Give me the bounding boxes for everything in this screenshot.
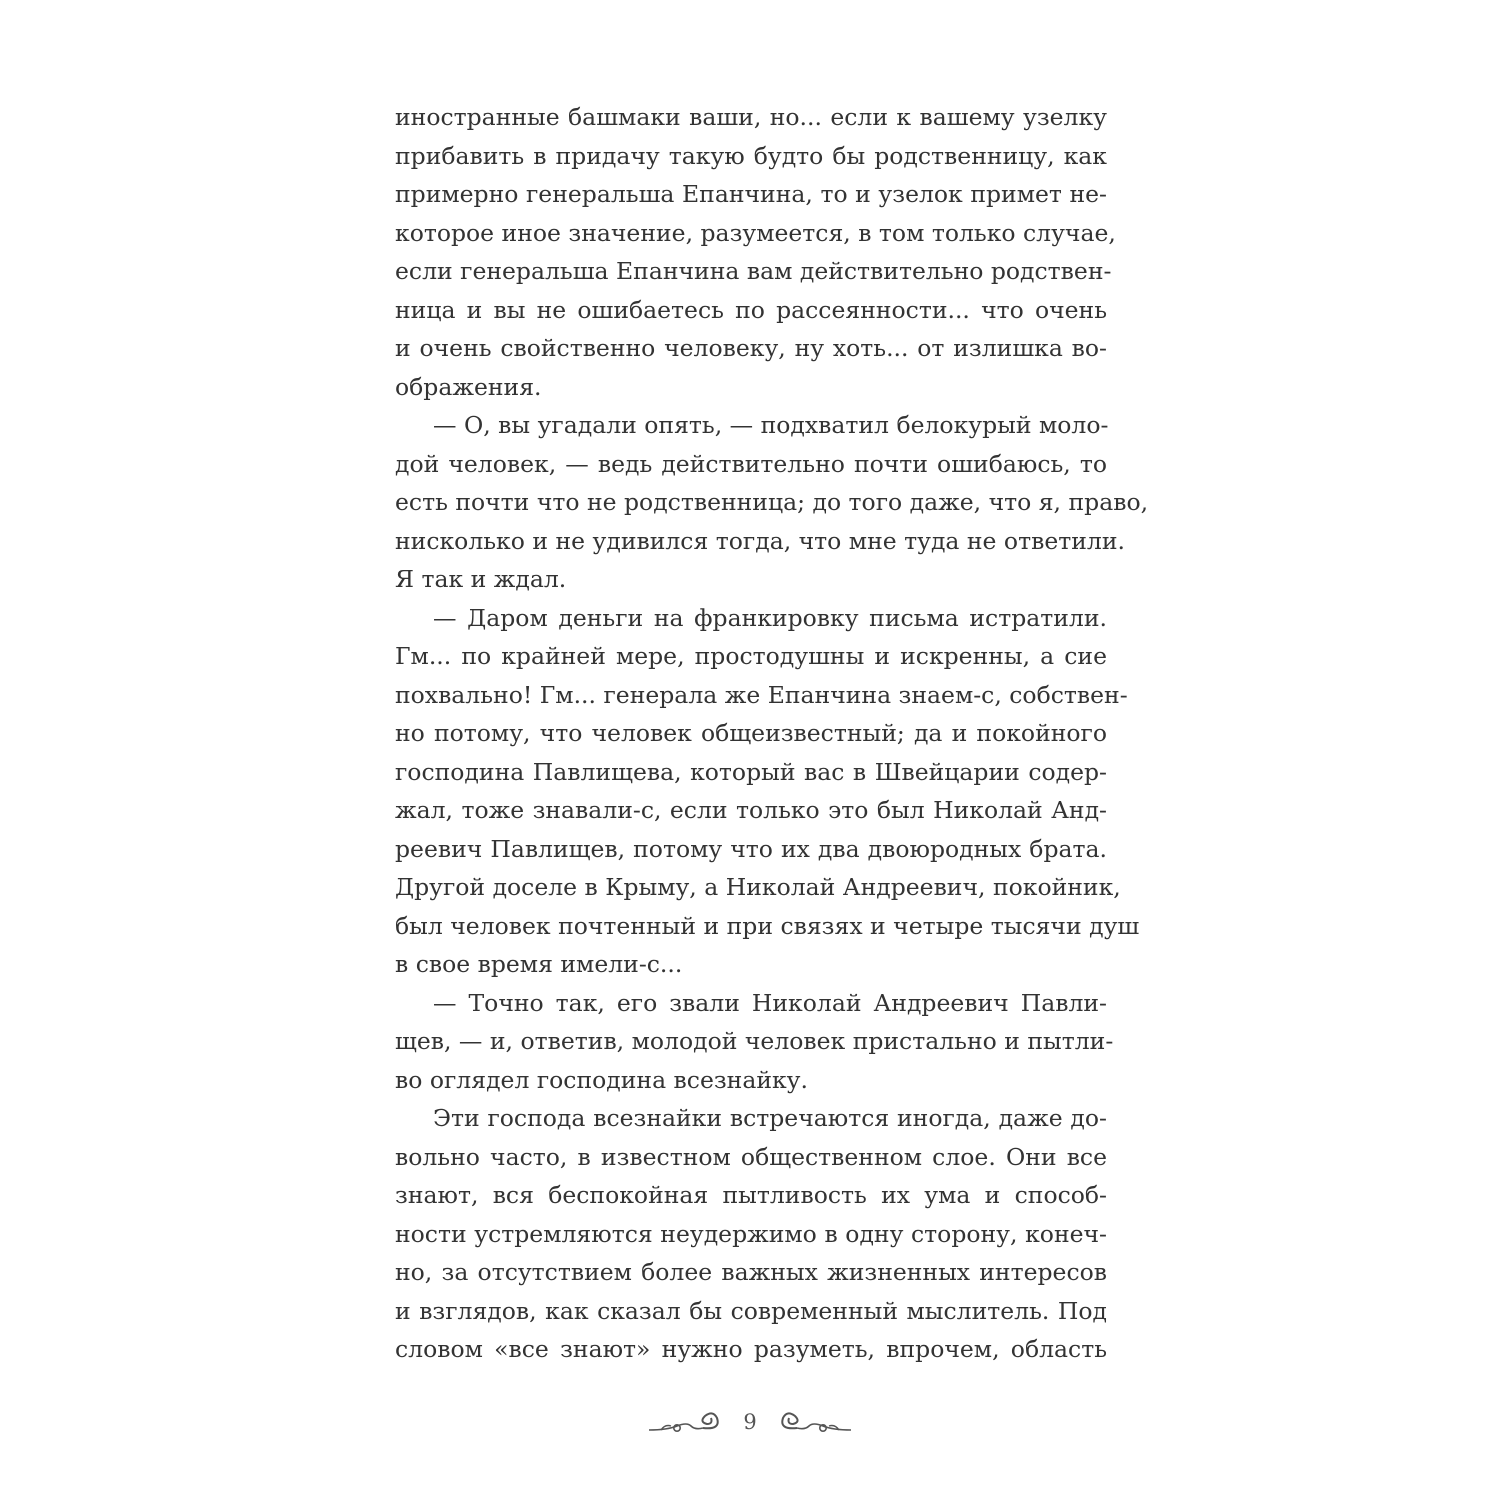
text-line: прибавить в придачу такую будто бы родственницу, как bbox=[395, 141, 1107, 170]
text-line: и взглядов, как сказал бы современный мыслитель. Под bbox=[395, 1296, 1107, 1325]
text-line: но, за отсутствием более важных жизненных интересов bbox=[395, 1258, 1107, 1286]
text-line: господина Павлищева, который вас в Швейцарии содер- bbox=[395, 757, 1107, 786]
text-line: если генеральша Епанчина вам действительно родствен- bbox=[395, 257, 1112, 285]
text-line: дой человек, — ведь действительно почти ошибаюсь, то bbox=[395, 449, 1107, 478]
page-text bbox=[395, 98, 1149, 1369]
text-line: в свое время имели-с... bbox=[395, 950, 683, 978]
text-line: Другой доселе в Крыму, а Николай Андреевич, покойник, bbox=[395, 873, 1121, 901]
text-line: был человек почтенный и при связях и четыре тысячи душ bbox=[395, 911, 1140, 940]
text-line: ности устремляются неудержимо в одну сторону, конеч- bbox=[395, 1219, 1107, 1248]
text-line: ница и вы не ошибаетесь по рассеянности... что очень bbox=[395, 295, 1107, 324]
text-line: — О, вы угадали опять, — подхватил белокурый моло- bbox=[433, 411, 1109, 439]
page-footer bbox=[0, 1400, 1500, 1444]
text-line: Гм... по крайней мере, простодушны и искренны, а сие bbox=[395, 642, 1107, 670]
text-line: знают, вся беспокойная пытливость их ума и способ- bbox=[395, 1181, 1107, 1209]
text-line: иностранные башмаки ваши, но... если к вашему узелку bbox=[395, 103, 1107, 131]
text-line: примерно генеральша Епанчина, то и узелок примет не- bbox=[395, 180, 1107, 208]
text-line: и очень свойственно человеку, ну хоть... от излишка во- bbox=[395, 334, 1107, 362]
text-line: словом «все знают» нужно разуметь, впрочем, область bbox=[395, 1335, 1107, 1363]
right-ornament-icon bbox=[773, 1406, 853, 1438]
text-line: нисколько и не удивился тогда, что мне туда не ответили. bbox=[395, 526, 1125, 555]
left-ornament-icon bbox=[647, 1406, 727, 1438]
text-line: — Точно так, его звали Николай Андреевич Павли- bbox=[433, 988, 1107, 1017]
text-line: но потому, что человек общеизвестный; да и покойного bbox=[395, 719, 1107, 747]
text-line: щев, — и, ответив, молодой человек пристально и пытли- bbox=[395, 1027, 1114, 1055]
text-line: реевич Павлищев, потому что их два двоюродных брата. bbox=[395, 834, 1107, 863]
text-line: есть почти что не родственница; до того даже, что я, право, bbox=[395, 488, 1149, 516]
text-line: жал, тоже знавали-с, если только это был Николай Анд- bbox=[395, 796, 1107, 824]
text-line: ображения. bbox=[395, 372, 542, 401]
page-number: 9 bbox=[743, 1410, 757, 1434]
text-line: похвально! Гм... генерала же Епанчина знаем-с, собствен- bbox=[395, 680, 1128, 709]
text-line: Эти господа всезнайки встречаются иногда, даже до- bbox=[433, 1104, 1107, 1132]
text-line: вольно часто, в известном общественном слое. Они все bbox=[395, 1142, 1107, 1171]
text-line: во оглядел господина всезнайку. bbox=[395, 1065, 808, 1094]
text-line: Я так и ждал. bbox=[395, 565, 567, 593]
text-line: — Даром деньги на франкировку письма истратили. bbox=[433, 603, 1107, 632]
text-line: которое иное значение, разумеется, в том только случае, bbox=[395, 218, 1116, 247]
